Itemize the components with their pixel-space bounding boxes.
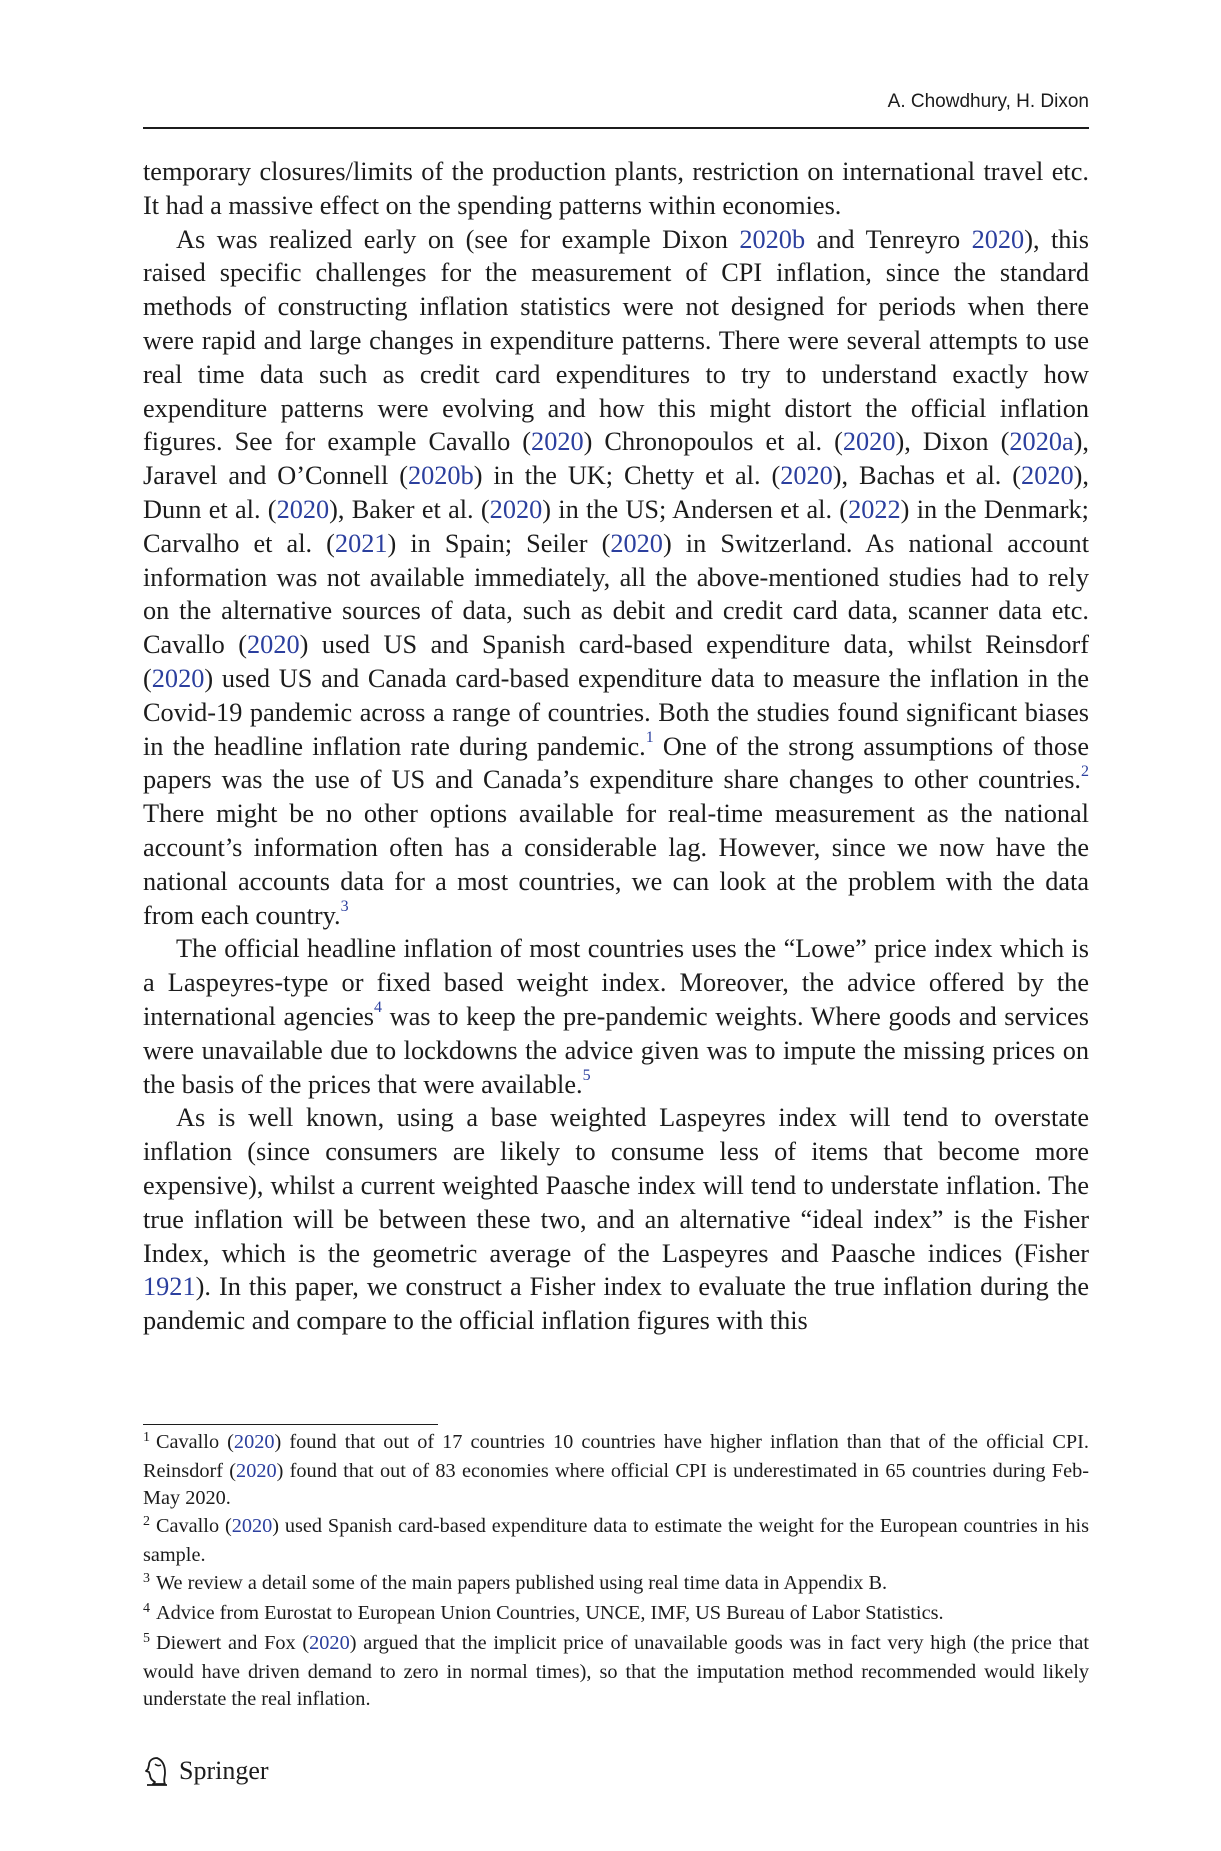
citation-link[interactable]: 2020 (610, 528, 663, 558)
header-authors: A. Chowdhury, H. Dixon (887, 91, 1089, 112)
publisher-footer (143, 1751, 269, 1791)
main-text (143, 155, 1089, 1338)
citation-link[interactable]: 1921 (143, 1272, 196, 1302)
footnote-4: $^4$ Advice from Eurostat to European Union Countries, UNCE, IMF, US Bureau of Labor Statistics. (143, 1601, 944, 1624)
citation-link[interactable]: 2021 (334, 528, 388, 558)
footnote-3: $^3$ We review a detail some of the main papers published using real time data in Appendix B. (143, 1571, 888, 1594)
citation-link[interactable]: 2020a (1009, 427, 1074, 457)
footnote-ref[interactable]: 2 (1081, 762, 1089, 780)
paragraph-4: As is well known, using a base weighted Laspeyres index will tend to overstate inflation (since consumers are likely to consume less of items that become more expensive), whilst a current weighted Paasche index will tend to understate inflation. The true inflation will be between these two, and an alternative “ideal index” is the Fisher Index, which is the geometric average of the Laspeyres and Paasche indices (Fisher 1921). In this paper, we construct a Fisher index to evaluate the true inflation during the pandemic and compare to the official inflation figures with this (143, 1103, 1089, 1336)
footnote-ref[interactable]: 1 (645, 728, 654, 746)
citation-link[interactable]: 2020b (739, 224, 806, 254)
footnote-ref[interactable]: 5 (582, 1066, 591, 1084)
citation-link[interactable]: 2020 (231, 1515, 273, 1537)
citation-link[interactable]: 2020b (407, 461, 474, 491)
citation-link[interactable]: 2020 (489, 494, 543, 524)
citation-link[interactable]: 2022 (848, 494, 901, 524)
springer-horse-icon (143, 1755, 171, 1787)
citation-link[interactable]: 2020 (842, 427, 896, 457)
citation-link[interactable]: 2020 (151, 663, 205, 693)
running-header (143, 90, 1089, 129)
publisher-name: Springer (179, 1756, 269, 1785)
citation-link[interactable]: 2020 (971, 224, 1025, 254)
paragraph-1: temporary closures/limits of the production plants, restriction on international travel etc. It had a massive effect on the spending patterns within economies. (143, 157, 1089, 220)
citation-link[interactable]: 2020 (531, 427, 584, 457)
citation-link[interactable]: 2020 (1021, 461, 1074, 491)
footnote-divider (143, 1424, 438, 1425)
footnote-2: $^2$ Cavallo (2020) used Spanish card-based expenditure data to estimate the weight for the European countries in his sample. (143, 1514, 1089, 1566)
citation-link[interactable]: 2020 (780, 461, 833, 491)
footnotes (143, 1429, 1089, 1714)
paragraph-2: As was realized early on (see for example Dixon 2020b and Tenreyro 2020), this raised specific challenges for the measurement of CPI inflation, since the standard methods of constructing inflation statistics were not designed for periods when there were rapid and large changes in expenditure patterns. There were several attempts to use real time data such as credit card expenditures to try to understand exactly how expenditure patterns were evolving and how this might distort the official inflation figures. See for example Cavallo (2020) Chronopoulos et al. (2020), Dixon (2020a), Jaravel and O’Connell (2020b) in the UK; Chetty et al. (2020), Bachas et al. (2020), Dunn et al. (2020), Baker et al. (2020) in the US; Andersen et al. (2022) in the Denmark; Carvalho et al. (2021) in Spain; Seiler (2020) in Switzerland. As national account information was not available immediately, all the above-mentioned studies had to rely on the alternative sources of data, such as debit and credit card data, scanner data etc. Cavallo (2020) used US and Spanish card-based expenditure data, whilst Reinsdorf (2020) used US and Canada card-based expenditure data to measure the inflation in the Covid-19 pandemic across a range of countries. Both the studies found significant biases in the headline inflation rate during pandemic.$^1$ One of the strong assumptions of those papers was the use of US and Canada’s expenditure share changes to other countries.$^2$ There might be no other options available for real-time measurement as the national account’s information often has a considerable lag. However, since we now have the national accounts data for a most countries, we can look at the problem with the data from each country.$^3$ (143, 224, 1089, 930)
footnote-ref[interactable]: 4 (374, 999, 383, 1017)
citation-link[interactable]: 2020 (233, 1431, 275, 1453)
footnote-5: $^5$ Diewert and Fox (2020) argued that the implicit price of unavailable goods was in fact very high (the price that would have driven demand to zero in normal times), so that the imputation method recommended would likely understate the real inflation. (143, 1631, 1089, 1710)
citation-link[interactable]: 2020 (276, 494, 330, 524)
footnote-1: $^1$ Cavallo (2020) found that out of 17 countries 10 countries have higher inflation than that of the official CPI. Reinsdorf (2020) found that out of 83 economies where official CPI is underestimated in 65 countries during Feb-May 2020. (143, 1430, 1090, 1509)
paragraph-3: The official headline inflation of most countries uses the “Lowe” price index which is a Laspeyres-type or fixed based weight index. Moreover, the advice offered by the international agencies$^4$ was to keep the pre-pandemic weights. Where goods and services were unavailable due to lockdowns the advice given was to impute the missing prices on the basis of the prices that were available.$^5$ (143, 934, 1089, 1099)
footnote-ref[interactable]: 3 (340, 897, 349, 915)
citation-link[interactable]: 2020 (236, 1460, 277, 1482)
citation-link[interactable]: 2020 (309, 1632, 350, 1654)
citation-link[interactable]: 2020 (247, 630, 300, 660)
